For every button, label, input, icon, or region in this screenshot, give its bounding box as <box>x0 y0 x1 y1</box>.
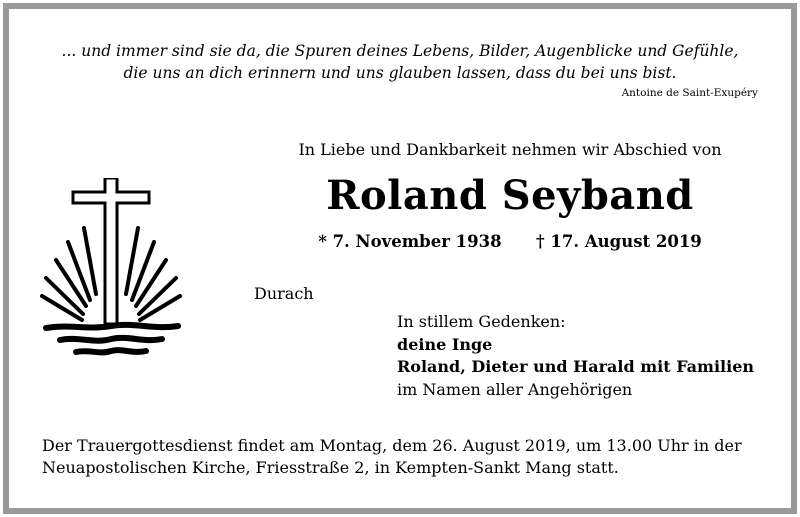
mourner-relatives: im Namen aller Angehörigen <box>397 379 633 399</box>
quote-line-2: die uns an dich erinnern und uns glauben lassen, dass du bei uns bist. <box>123 64 677 82</box>
cross-with-sunrays-icon <box>38 178 184 360</box>
death-date: † 17. August 2019 <box>536 232 702 251</box>
deceased-name: Roland Seyband <box>326 172 694 219</box>
mourner-children: Roland, Dieter und Harald mit Familien <box>397 357 755 376</box>
life-dates <box>270 232 750 251</box>
farewell-intro: In Liebe und Dankbarkeit nehmen wir Abschied von <box>298 140 722 159</box>
mourners-block <box>397 311 754 401</box>
service-line-2: Neuapostolischen Kirche, Friesstraße 2, in Kempten-Sankt Mang statt. <box>42 458 619 477</box>
place-of-residence: Durach <box>254 284 314 303</box>
service-info <box>42 435 772 479</box>
service-line-1: Der Trauergottesdienst findet am Montag, dem 26. August 2019, um 13.00 Uhr in der <box>42 436 742 455</box>
mourners-heading: In stillem Gedenken: <box>397 312 566 331</box>
quote-line-1: ... und immer sind sie da, die Spuren deines Lebens, Bilder, Augenblicke und Gefühle, <box>61 42 739 60</box>
quote-author: Antoine de Saint-Exupéry <box>621 87 758 99</box>
mourner-wife: deine Inge <box>397 334 493 354</box>
birth-date: * 7. November 1938 <box>318 232 502 251</box>
